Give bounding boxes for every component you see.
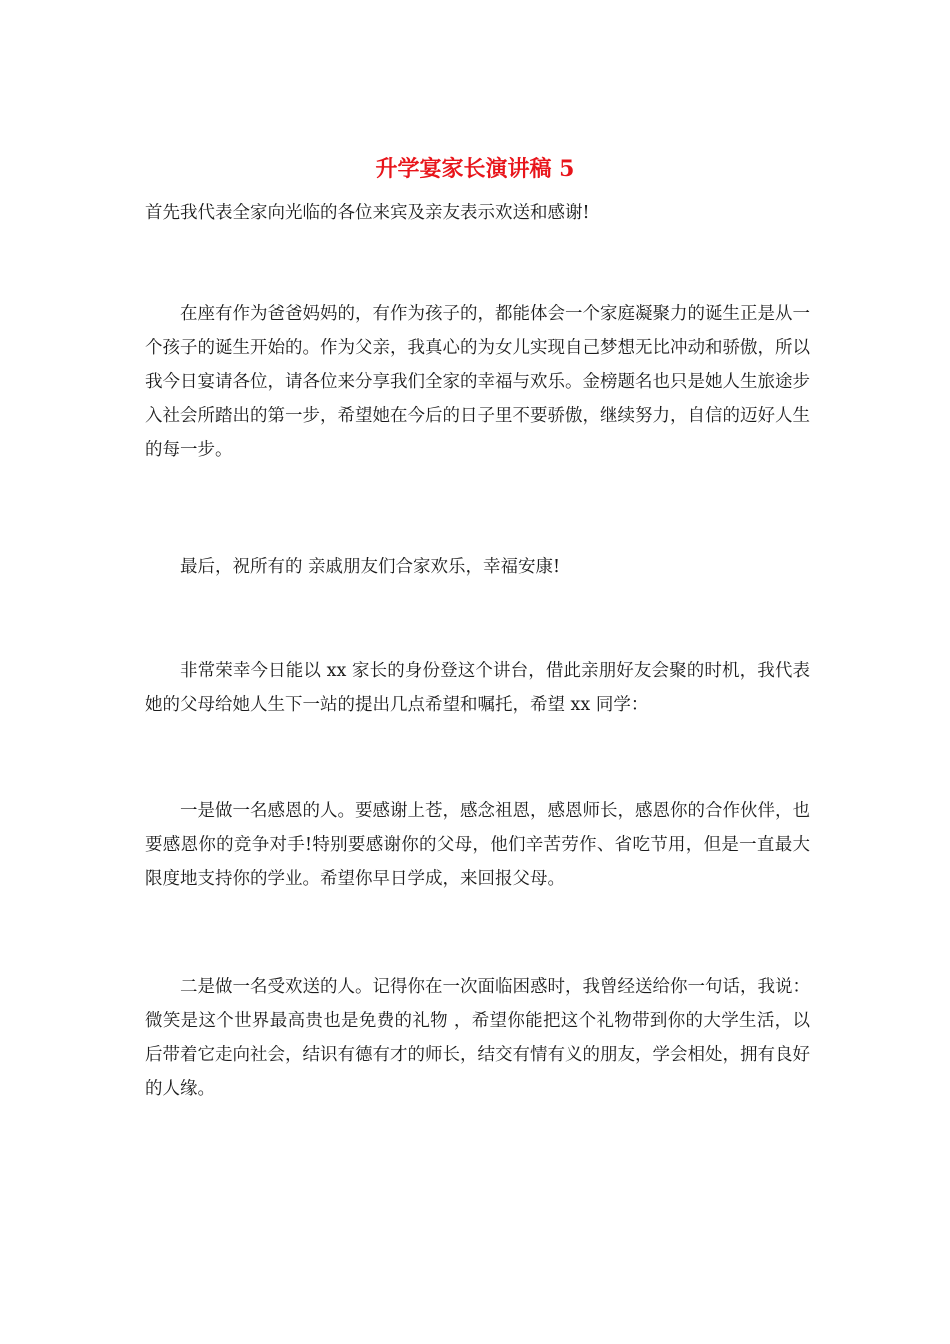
paragraph-gratitude: 一是做一名感恩的人。要感谢上苍，感念祖恩，感恩师长，感恩你的合作伙伴，也要感恩你的竞争对手!特别要感谢你的父母，他们辛苦劳作、省吃节用，但是一直最大限度地支持你的学业。希望你早日学成，来回报父母。: [145, 801, 810, 889]
paragraph-introduction: 非常荣幸今日能以 xx 家长的身份登这个讲台，借此亲朋好友会聚的时机，我代表她的父母给她人生下一站的提出几点希望和嘱托，希望 xx 同学：: [145, 661, 810, 715]
paragraph-opening: 首先我代表全家向光临的各位来宾及亲友表示欢送和感谢!: [145, 203, 590, 223]
paragraph-wishes: 最后，祝所有的 亲戚朋友们合家欢乐，幸福安康!: [180, 557, 561, 577]
paragraph-family: 在座有作为爸爸妈妈的，有作为孩子的，都能体会一个家庭凝聚力的诞生正是从一个孩子的诞生开始的。作为父亲，我真心的为女儿实现自己梦想无比冲动和骄傲，所以我今日宴请各位，请各位来分享我们全家的幸福与欢乐。金榜题名也只是她人生旅途步入社会所踏出的第一步，希望她在今后的日子里不要骄傲，继续努力，自信的迈好人生的每一步。: [145, 304, 810, 460]
paragraph-popularity: 二是做一名受欢送的人。记得你在一次面临困惑时，我曾经送给你一句话，我说： 微笑是这个世界最高贵也是免费的礼物 ，希望你能把这个礼物带到你的大学生活，以后带着它走向社会，结识有德有才的师长，结交有情有义的朋友，学会相处，拥有良好的人缘。: [145, 977, 810, 1099]
document-title: 升学宴家长演讲稿 5: [375, 156, 575, 182]
